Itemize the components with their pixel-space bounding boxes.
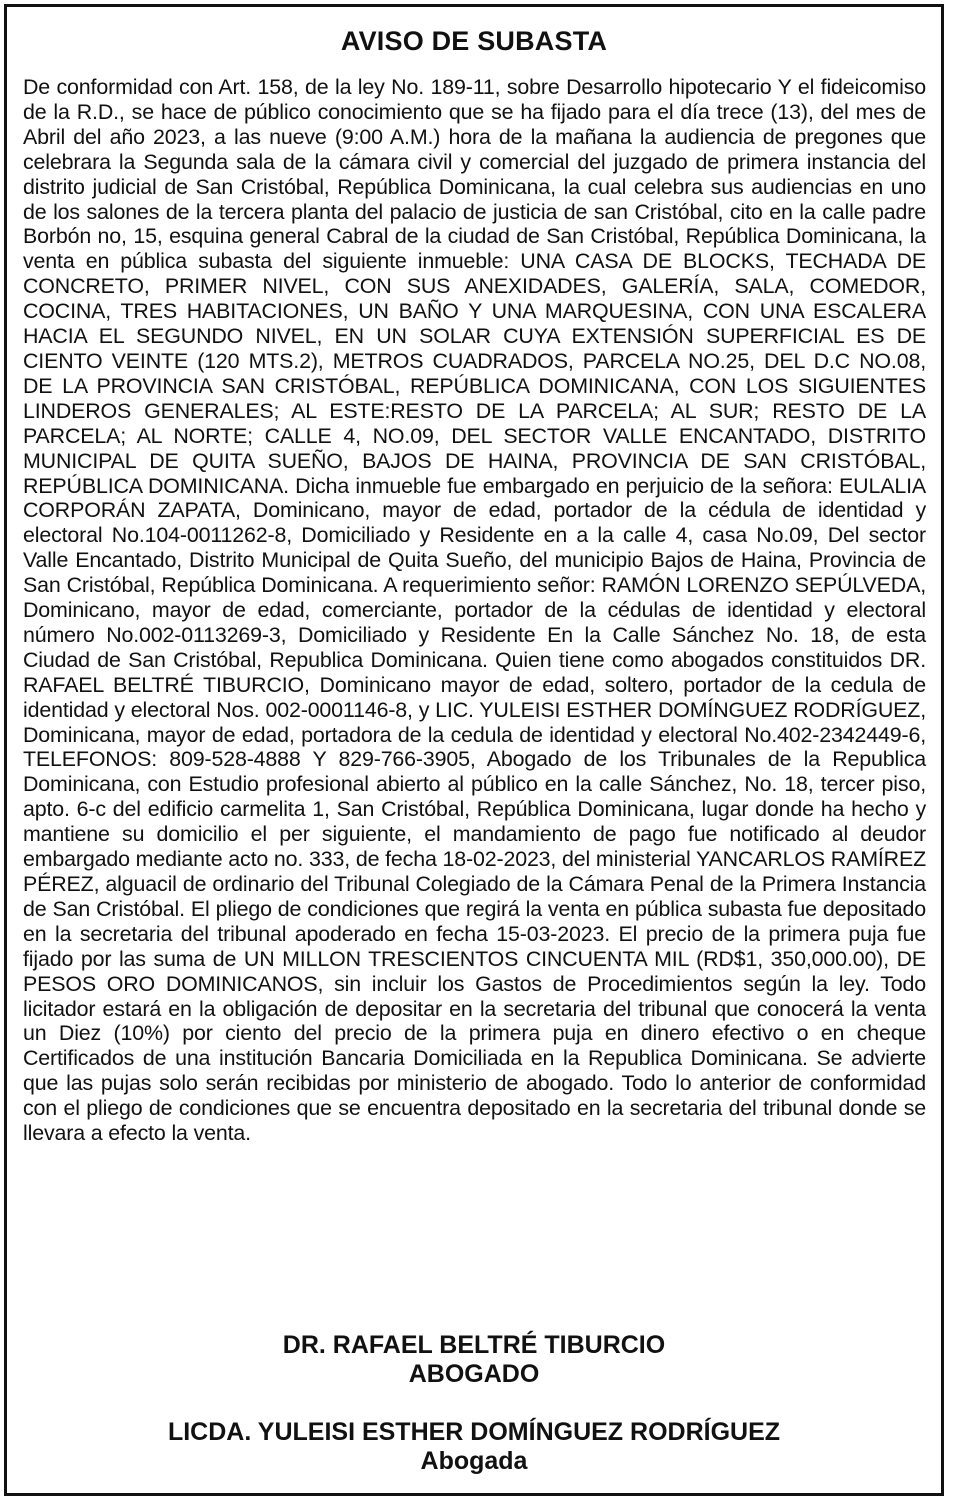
signature-role-2: Abogada bbox=[420, 1447, 528, 1475]
signature-name-2: LICDA. YULEISI ESTHER DOMÍNGUEZ RODRÍGUEZ bbox=[167, 1418, 781, 1446]
signature-block-1 bbox=[7, 1331, 941, 1389]
signatures bbox=[7, 1331, 941, 1476]
signature-role-1: ABOGADO bbox=[408, 1360, 540, 1388]
notice-title: AVISO DE SUBASTA bbox=[340, 26, 608, 56]
auction-notice bbox=[4, 4, 944, 1496]
signature-block-2 bbox=[7, 1418, 941, 1476]
notice-body: De conformidad con Art. 158, de la ley No. 189-11, sobre Desarrollo hipotecario Y el fideicomiso de la R.D., se hace de público conocimiento que se ha fijado para el día trece (13), del mes de Abril del año 2023, a las nueve (9:00 A.M.) hora de la mañana la audiencia de pregones que celebrara la Segunda sala de la cámara civil y comercial del juzgado de primera instancia del distrito judicial de San Cristóbal, República Dominicana, la cual celebra sus audiencias en uno de los salones de la tercera planta del palacio de justicia de san Cristóbal, cito en la calle padre Borbón no, 15, esquina general Cabral de la ciudad de San Cristóbal, República Dominicana, la venta en pública subasta del siguiente inmueble: UNA CASA DE BLOCKS, TECHADA DE CONCRETO, PRIMER NIVEL, CON SUS ANEXIDADES, GALERÍA, SALA, COMEDOR, COCINA, TRES HABITACIONES, UN BAÑO Y UNA MARQUESINA, CON UNA ESCALERA HACIA EL SEGUNDO NIVEL, EN UN SOLAR CUYA EXTENSIÓN SUPERFICIAL ES DE CIENTO VEINTE (120 MTS.2), METROS CUADRADOS, PARCELA NO.25, DEL D.C NO.08, DE LA PROVINCIA SAN CRISTÓBAL, REPÚBLICA DOMINICANA, CON LOS SIGUIENTES LINDEROS GENERALES; AL ESTE:RESTO DE LA PARCELA; AL SUR; RESTO DE LA PARCELA; AL NORTE; CALLE 4, NO.09, DEL SECTOR VALLE ENCANTADO, DISTRITO MUNICIPAL DE QUITA SUEÑO, BAJOS DE HAINA, PROVINCIA DE SAN CRISTÓBAL, REPÚBLICA DOMINICANA. Dicha inmueble fue embargado en perjuicio de la señora: EULALIA CORPORÁN ZAPATA, Dominicano, mayor de edad, portador de la cédula de identidad y electoral No.104-0011262-8, Domiciliado y Residente en a la calle 4, casa No.09, Del sector Valle Encantado, Distrito Municipal de Quita Sueño, del municipio Bajos de Haina, Provincia de San Cristóbal, República Dominicana. A requerimiento señor: RAMÓN LORENZO SEPÚLVEDA, Dominicano, mayor de edad, comerciante, portador de la cédulas de identidad y electoral número No.002-0113269-3, Domiciliado y Residente En la Calle Sánchez No. 18, de esta Ciudad de San Cristóbal, Republica Dominicana. Quien tiene como abogados constituidos DR. RAFAEL BELTRÉ TIBURCIO, Dominicano mayor de edad, soltero, portador de la cedula de identidad y electoral Nos. 002-0001146-8, y LIC. YULEISI ESTHER DOMÍNGUEZ RODRÍGUEZ, Dominicana, mayor de edad, portadora de la cedula de identidad y electoral No.402-2342449-6, TELEFONOS: 809-528-4888 Y 829-766-3905, Abogado de los Tribunales de la Republica Dominicana, con Estudio profesional abierto al público en la calle Sánchez, No. 18, tercer piso, apto. 6-c del edificio carmelita 1, San Cristóbal, República Dominicana, lugar donde ha hecho y mantiene su domicilio el per siguiente, el mandamiento de pago fue notificado al deudor embargado mediante acto no. 333, de fecha 18-02-2023, del ministerial YANCARLOS RAMÍREZ PÉREZ, alguacil de ordinario del Tribunal Colegiado de la Cámara Penal de la Primera Instancia de San Cristóbal. El pliego de condiciones que regirá la venta en pública subasta fue depositado en la secretaria del tribunal apoderado en fecha 15-03-2023. El precio de la primera puja fue fijado por las suma de UN MILLON TRESCIENTOS CINCUENTA MIL (RD$1, 350,000.00), DE PESOS ORO DOMINICANOS, sin incluir los Gastos de Procedimientos según la ley. Todo licitador estará en la obligación de depositar en la secretaria del tribunal que conocerá la venta un Diez (10%) por ciento del precio de la primera puja en dinero efectivo o en cheque Certificados de una institución Bancaria Domiciliada en la Republica Dominicana. Se advierte que las pujas solo serán recibidas por ministerio de abogado. Todo lo anterior de conformidad con el pliego de condiciones que se encuentra depositado en la secretaria del tribunal donde se llevara a efecto la venta. bbox=[23, 75, 926, 1146]
signature-name-1: DR. RAFAEL BELTRÉ TIBURCIO bbox=[282, 1331, 666, 1359]
